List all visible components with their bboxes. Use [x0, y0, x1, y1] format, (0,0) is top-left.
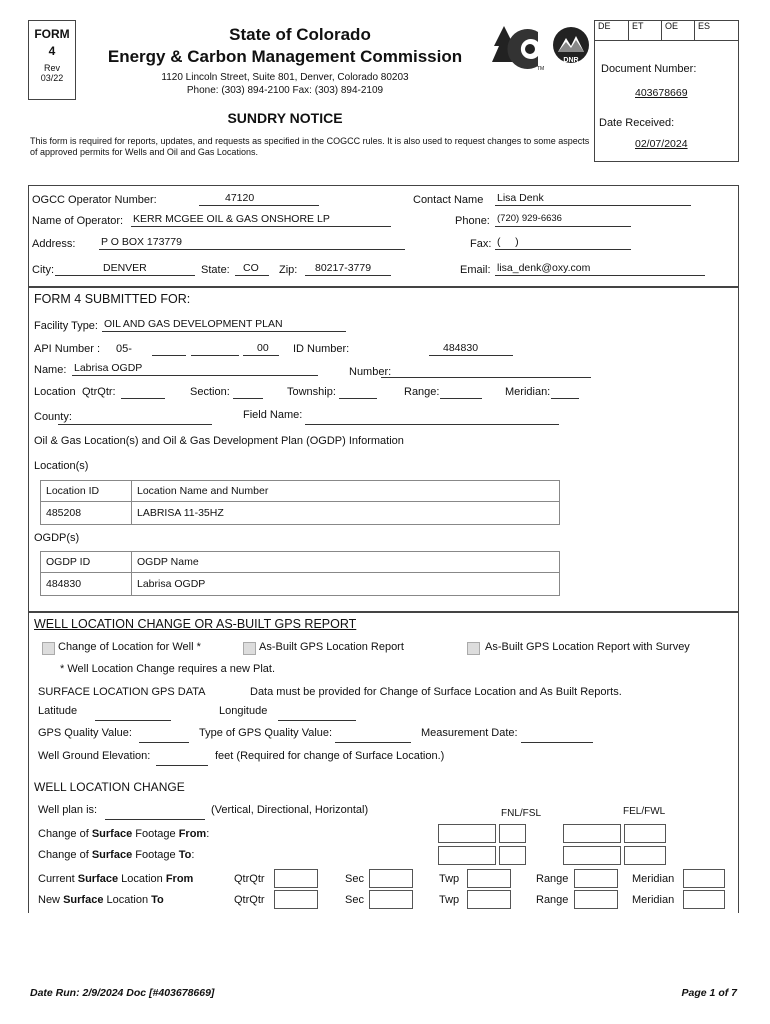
range-label: Range:	[404, 386, 440, 398]
new-post: Location	[106, 894, 149, 906]
change-location-label: Change of Location for Well *	[58, 641, 201, 653]
email-field[interactable]	[495, 262, 705, 276]
current-post: Location	[121, 873, 163, 885]
form-number: 4	[48, 44, 56, 58]
page-title: SUNDRY NOTICE	[227, 110, 343, 126]
footage-to-pre: Change of	[38, 849, 89, 861]
zip-field[interactable]	[305, 262, 391, 276]
county-field[interactable]	[58, 411, 212, 425]
current-sec-field[interactable]	[369, 869, 413, 888]
current-twp-field[interactable]	[467, 869, 511, 888]
section-label: Section:	[190, 386, 230, 398]
footage-from-word: From	[178, 828, 207, 840]
elevation-label: Well Ground Elevation:	[38, 750, 151, 762]
intro-text: This form is required for reports, updates, and requests as specified in the COGCC rules. It is also used to request changes to some aspects of approved permits for Wells and Oil and Gas Locations.	[30, 136, 590, 157]
meridian-label: Meridian:	[505, 386, 551, 398]
office-code-es: ES	[695, 21, 738, 41]
well-section	[28, 612, 739, 913]
locations-table	[40, 480, 560, 525]
new-pre: New	[38, 894, 61, 906]
new-meridian-label: Meridian	[632, 894, 675, 906]
current-range-field[interactable]	[574, 869, 618, 888]
table-cell: LABRISA 11-35HZ	[132, 502, 560, 525]
agency-line2: Energy & Carbon Management Commission	[107, 47, 463, 66]
from-fel-direction[interactable]	[624, 824, 666, 843]
office-code-de: DE	[595, 21, 629, 41]
email-label: Email:	[460, 264, 491, 276]
elevation-note: feet (Required for change of Surface Location.)	[215, 750, 445, 762]
current-qtrqtr-label: QtrQtr	[234, 873, 265, 885]
footage-to-word: To	[178, 849, 192, 861]
api-suffix: 00	[257, 342, 269, 354]
office-use-box	[594, 20, 739, 162]
table-header-row	[41, 552, 560, 573]
current-bold: Surface	[77, 873, 119, 885]
zip-label: Zip:	[279, 264, 298, 276]
qtrqtr-label: QtrQtr:	[82, 386, 116, 398]
office-codes-row	[595, 21, 738, 41]
number-field[interactable]	[381, 364, 591, 378]
table-cell: 484830	[41, 573, 132, 596]
city-label: City:	[32, 264, 54, 276]
phone-field[interactable]	[495, 213, 631, 227]
current-from: From	[165, 873, 194, 885]
operator-number-label: OGCC Operator Number:	[32, 194, 157, 206]
footage-from-post: Footage	[135, 828, 176, 840]
footage-to-bold: Surface	[91, 849, 133, 861]
id-number: 484830	[443, 342, 479, 354]
email-value: lisa_denk@oxy.com	[497, 262, 591, 274]
to-fnl-distance[interactable]	[438, 846, 496, 865]
operator-name: KERR MCGEE OIL & GAS ONSHORE LP	[133, 213, 330, 225]
operator-number-field[interactable]	[199, 192, 319, 206]
fax-label: Fax:	[470, 238, 492, 250]
page-number: Page 1 of 7	[681, 987, 737, 999]
footage-to-row: Change of Surface Footage To:	[38, 849, 195, 861]
elevation-field[interactable]	[156, 752, 208, 766]
new-range-field[interactable]	[574, 890, 618, 909]
change-location-checkbox[interactable]	[42, 642, 55, 655]
dnr-logo-text: DNR	[563, 57, 579, 64]
submitted-section	[28, 286, 739, 612]
footage-from-row: Change of Surface Footage From:	[38, 828, 210, 840]
operator-section	[28, 185, 739, 288]
zip-value: 80217-3779	[315, 262, 372, 274]
current-location-label	[38, 873, 193, 885]
qtrqtr-field[interactable]	[121, 385, 165, 399]
facility-type: OIL AND GAS DEVELOPMENT PLAN	[104, 318, 283, 330]
table-header: Location Name and Number	[132, 481, 560, 502]
well-plan-label: Well plan is:	[38, 804, 98, 816]
location-label: Location	[34, 386, 76, 398]
ogdp-label: OGDP(s)	[34, 532, 80, 544]
new-qtrqtr-field[interactable]	[274, 890, 318, 909]
api-county-field[interactable]	[152, 342, 186, 356]
new-twp-label: Twp	[439, 894, 460, 906]
new-qtrqtr-label: QtrQtr	[234, 894, 265, 906]
table-cell: 485208	[41, 502, 132, 525]
footage-to-post: Footage	[135, 849, 176, 861]
submitted-heading: FORM 4 SUBMITTED FOR:	[34, 292, 191, 306]
facility-type-label: Facility Type:	[34, 320, 98, 332]
as-built-label: As-Built GPS Location Report	[259, 641, 404, 653]
city-field[interactable]	[55, 262, 195, 276]
name-label: Name:	[34, 364, 67, 376]
footage-from-pre: Change of	[38, 828, 89, 840]
new-twp-field[interactable]	[467, 890, 511, 909]
current-sec-label: Sec	[345, 873, 364, 885]
table-cell: Labrisa OGDP	[132, 573, 560, 596]
section-field[interactable]	[233, 385, 263, 399]
locations-label: Location(s)	[34, 460, 89, 472]
new-location-label	[38, 894, 164, 906]
current-meridian-label: Meridian	[632, 873, 675, 885]
rev-label: Rev	[43, 63, 60, 73]
plat-note: * Well Location Change requires a new Plat.	[60, 663, 276, 675]
city-value: DENVER	[103, 262, 147, 274]
field-name-label: Field Name:	[243, 409, 303, 421]
phone-value: (720) 929-6636	[497, 213, 562, 224]
table-header: OGDP ID	[41, 552, 132, 573]
longitude-field[interactable]	[278, 707, 356, 721]
fel-fwl-label: FEL/FWL	[623, 806, 666, 817]
api-sequence-field[interactable]	[191, 342, 239, 356]
contact-field[interactable]	[495, 192, 691, 206]
state-field[interactable]	[235, 262, 269, 276]
fnl-fsl-label: FNL/FSL	[501, 808, 542, 819]
township-label: Township:	[287, 386, 336, 398]
current-range-label: Range	[536, 873, 569, 885]
latitude-field[interactable]	[95, 707, 171, 721]
contact-name: Lisa Denk	[497, 192, 544, 204]
dnr-logo	[552, 26, 590, 70]
office-code-oe: OE	[662, 21, 695, 41]
gps-quality-field[interactable]	[139, 729, 189, 743]
measurement-date-label: Measurement Date:	[421, 727, 518, 739]
county-label: County:	[34, 411, 72, 423]
current-pre: Current	[38, 873, 75, 885]
new-bold: Surface	[63, 894, 104, 906]
state-label: State:	[201, 264, 230, 276]
township-field[interactable]	[339, 385, 377, 399]
range-field[interactable]	[440, 385, 482, 399]
id-number-label: ID Number:	[293, 343, 350, 355]
tm-mark: TM	[537, 66, 545, 72]
table-header: Location ID	[41, 481, 132, 502]
well-heading: WELL LOCATION CHANGE OR AS-BUILT GPS REPORT	[34, 617, 357, 631]
new-sec-field[interactable]	[369, 890, 413, 909]
table-row[interactable]	[41, 573, 560, 596]
as-built-survey-label: As-Built GPS Location Report with Survey	[485, 641, 690, 653]
meridian-field[interactable]	[551, 385, 579, 399]
table-header: OGDP Name	[132, 552, 560, 573]
address-label: Address:	[32, 238, 76, 250]
well-plan-field[interactable]	[105, 806, 205, 820]
api-suffix-field[interactable]	[243, 342, 279, 356]
contact-label: Contact Name	[413, 194, 484, 206]
facility-type-field[interactable]	[102, 318, 346, 332]
new-meridian-field[interactable]	[683, 890, 725, 909]
office-code-et: ET	[629, 21, 662, 41]
operator-name-label: Name of Operator:	[32, 215, 124, 227]
agency-address: 1120 Lincoln Street, Suite 801, Denver, Colorado 80203	[161, 72, 409, 83]
gps-note: Data must be provided for Change of Surface Location and As Built Reports.	[250, 686, 622, 698]
phone-label: Phone:	[455, 215, 490, 227]
from-fnl-distance[interactable]	[438, 824, 496, 843]
to-fel-distance[interactable]	[563, 846, 621, 865]
new-range-label: Range	[536, 894, 569, 906]
type-gps-label: Type of GPS Quality Value:	[199, 727, 333, 739]
from-fel-distance[interactable]	[563, 824, 621, 843]
longitude-label: Longitude	[219, 705, 268, 717]
date-received-label: Date Received:	[599, 117, 675, 129]
current-qtrqtr-field[interactable]	[274, 869, 318, 888]
rev-date: 03/22	[40, 73, 64, 83]
doc-number: 403678669	[635, 87, 688, 99]
agency-line1: State of Colorado	[229, 25, 371, 44]
table-header-row	[41, 481, 560, 502]
id-number-field[interactable]	[429, 342, 513, 356]
type-gps-field[interactable]	[335, 729, 411, 743]
new-sec-label: Sec	[345, 894, 364, 906]
api-prefix: 05-	[116, 343, 132, 355]
name-field[interactable]	[72, 362, 318, 376]
well-plan-note: (Vertical, Directional, Horizontal)	[211, 804, 369, 816]
ogdp-table	[40, 551, 560, 596]
new-to: To	[151, 894, 164, 906]
date-received: 02/07/2024	[635, 138, 688, 150]
address-field[interactable]	[99, 236, 405, 250]
as-built-checkbox[interactable]	[243, 642, 256, 655]
operator-name-field[interactable]	[131, 213, 391, 227]
well-change-heading: WELL LOCATION CHANGE	[34, 780, 185, 794]
date-run: Date Run: 2/9/2024 Doc [#403678669]	[30, 987, 215, 999]
to-fel-direction[interactable]	[624, 846, 666, 865]
name-value: Labrisa OGDP	[74, 362, 143, 374]
footage-from-bold: Surface	[91, 828, 133, 840]
latitude-label: Latitude	[38, 705, 78, 717]
from-fnl-direction[interactable]	[499, 824, 526, 843]
field-name-field[interactable]	[305, 411, 559, 425]
current-twp-label: Twp	[439, 873, 460, 885]
measurement-date-field[interactable]	[521, 729, 593, 743]
api-label: API Number :	[34, 343, 101, 355]
table-row[interactable]	[41, 502, 560, 525]
as-built-survey-checkbox[interactable]	[467, 642, 480, 655]
number-label: Number:	[349, 366, 392, 378]
gps-heading: SURFACE LOCATION GPS DATA	[38, 686, 206, 698]
operator-number: 47120	[225, 192, 255, 204]
gps-quality-label: GPS Quality Value:	[38, 727, 132, 739]
agency-phone-fax: Phone: (303) 894-2100 Fax: (303) 894-2109	[186, 85, 384, 96]
state-value: CO	[243, 262, 259, 274]
to-fnl-direction[interactable]	[499, 846, 526, 865]
ogdp-info-label: Oil & Gas Location(s) and Oil & Gas Development Plan (OGDP) Information	[34, 435, 404, 447]
doc-number-label: Document Number:	[601, 63, 697, 75]
current-meridian-field[interactable]	[683, 869, 725, 888]
address-value: P O BOX 173779	[101, 236, 182, 248]
form-label: FORM	[34, 27, 70, 41]
form-badge	[28, 20, 76, 100]
fax-field[interactable]	[495, 236, 631, 250]
fax-value: ( )	[497, 236, 519, 248]
